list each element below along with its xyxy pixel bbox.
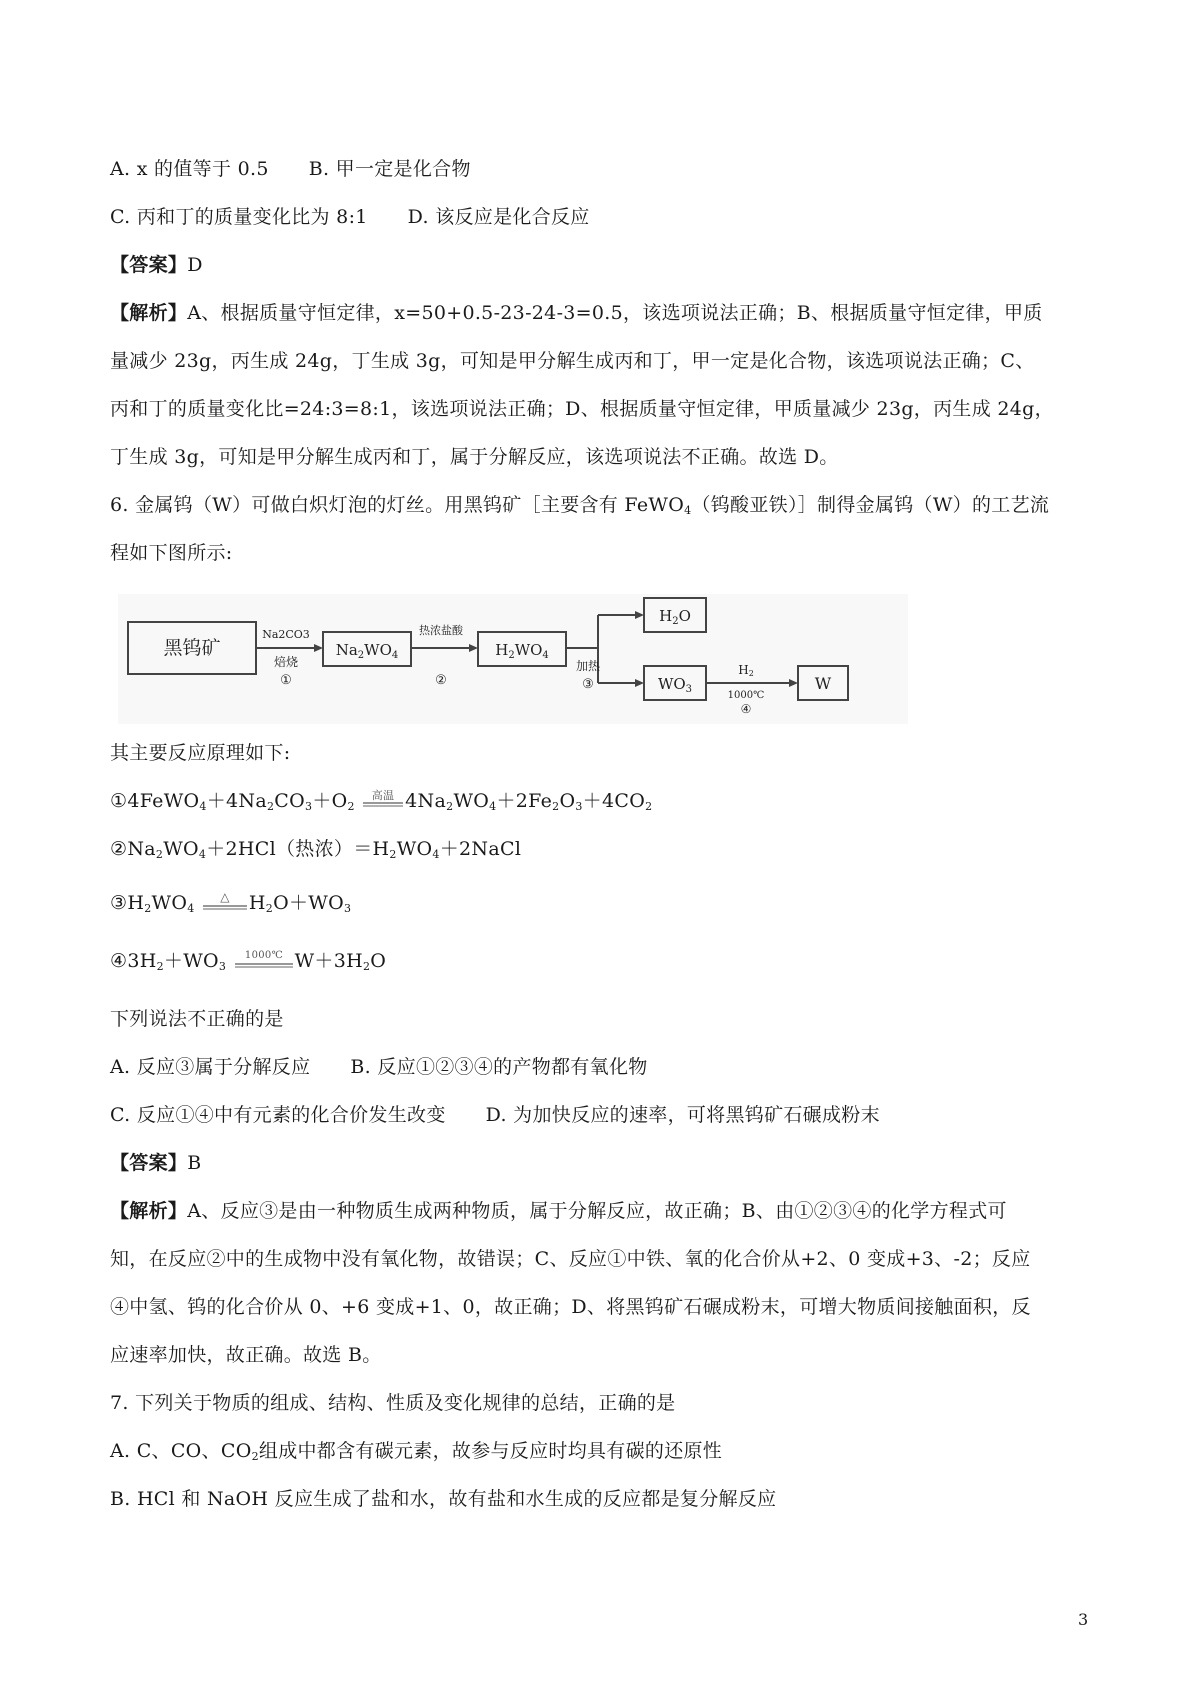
analysis-label: 【解析】 — [110, 302, 188, 324]
q6-options-row1 — [110, 1052, 648, 1082]
tungsten-process-flowchart — [118, 594, 908, 724]
step4-condition: 1000℃ — [727, 690, 765, 701]
flow-h2o-label: $H_2O$ — [659, 607, 691, 627]
q5-options-row1 — [110, 154, 471, 184]
q6-analysis-line-1: 【解析】A、反应③是由一种物质生成两种物质，属于分解反应，故正确；B、由①②③④的化学方程式可 — [110, 1200, 1007, 1222]
step4-reagent: H2 — [738, 663, 754, 678]
q6-stem-line-2: 程如下图所示: — [110, 542, 233, 564]
q6-stem-line-1: 6. 金属钨（W）可做白炽灯泡的灯丝。用黑钨矿［主要含有 FeWO$_4$（钨酸亚铁）］制得金属钨（W）的工艺流 — [110, 494, 1050, 517]
q6-analysis-line-3: ④中氢、钨的化合价从 0、+6 变成+1、0，故正确；D、将黑钨矿石碾成粉末，可增大物质间接触面积，反 — [110, 1296, 1031, 1318]
q5-option-c: C. 丙和丁的质量变化比为 8:1 — [110, 206, 368, 228]
q5-option-b: B. 甲一定是化合物 — [308, 158, 471, 180]
condition-1000c — [233, 947, 295, 971]
q7-option-a: A. C、CO、$CO_2$组成中都含有碳元素，故参与反应时均具有碳的还原性 — [110, 1440, 723, 1463]
q5-analysis-line-1: 【解析】A、根据质量守恒定律，x=50+0.5-23-24-3=0.5，该选项说法正确；B、根据质量守恒定律，甲质 — [110, 302, 1043, 324]
q5-analysis-line-4: 丁生成 3g，可知是甲分解生成丙和丁，属于分解反应，该选项说法不正确。故选 D。 — [110, 446, 839, 468]
q6-question: 下列说法不正确的是 — [110, 1008, 284, 1030]
equation-1: $①4FeWO_4+4Na_2CO_3+O_2$ 高温 $4Na_2WO_4+2Fe_2O_3+4CO_2$ — [110, 789, 653, 813]
q6-option-b: B. 反应①②③④的产物都有氧化物 — [350, 1056, 648, 1078]
answer-label: 【答案】 — [110, 1152, 188, 1174]
q6-analysis-line-2: 知，在反应②中的生成物中没有氧化物，故错误；C、反应①中铁、氧的化合价从+2、0 变成+3、-2；反应 — [110, 1248, 1031, 1270]
svg-text:△: △ — [220, 890, 230, 904]
flow-h2wo4-label: $H_2WO_4$ — [495, 641, 549, 661]
analysis-label: 【解析】 — [110, 1200, 188, 1222]
step1-reagent: Na2CO3 — [262, 628, 310, 641]
q6-option-a: A. 反应③属于分解反应 — [110, 1056, 311, 1078]
svg-text:高温: 高温 — [371, 789, 395, 802]
flow-w-label: W — [814, 674, 832, 693]
step3-condition: 加热 — [575, 659, 601, 673]
q6-options-row2 — [110, 1100, 880, 1130]
condition-high-temp — [361, 788, 405, 810]
q5-answer — [110, 250, 203, 280]
q5-options-row2 — [110, 202, 590, 232]
step2-reagent: 热浓盐酸 — [419, 624, 463, 637]
svg-text:1000℃: 1000℃ — [244, 950, 283, 961]
condition-heat — [201, 889, 249, 913]
q5-analysis-line-3: 丙和丁的质量变化比=24:3=8:1，该选项说法正确；D、根据质量守恒定律，甲质量减少 23g，丙生成 24g， — [110, 398, 1054, 420]
answer-value: B — [187, 1152, 202, 1174]
q7-option-b: B. HCl 和 NaOH 反应生成了盐和水，故有盐和水生成的反应都是复分解反应 — [110, 1488, 777, 1510]
step1-number: ① — [280, 673, 292, 688]
q6-analysis-line-4: 应速率加快，故正确。故选 B。 — [110, 1344, 382, 1366]
equation-2: $②Na_2WO_4+2HCl$（热浓）$=H_2WO_4+2NaCl$ — [110, 838, 522, 861]
answer-value: D — [187, 254, 203, 276]
q7-stem: 7. 下列关于物质的组成、结构、性质及变化规律的总结，正确的是 — [110, 1392, 676, 1414]
flow-na2wo4-label: $Na_2WO_4$ — [335, 641, 399, 661]
principle-title: 其主要反应原理如下: — [110, 742, 291, 764]
q5-analysis-line-2: 量减少 23g，丙生成 24g，丁生成 3g，可知是甲分解生成丙和丁，甲一定是化合物，该选项说法正确；C、 — [110, 350, 1035, 372]
step1-condition: 焙烧 — [273, 655, 299, 669]
q5-option-a: A. x 的值等于 0.5 — [110, 158, 269, 180]
step4-number: ④ — [740, 702, 752, 716]
step2-number: ② — [435, 673, 447, 688]
q5-option-d: D. 该反应是化合反应 — [407, 206, 590, 228]
page-number: 3 — [1078, 1610, 1089, 1629]
equation-4: $④3H_2+WO_3$ 1000℃ $W+3H_2O$ — [110, 946, 386, 982]
answer-label: 【答案】 — [110, 254, 188, 276]
q6-option-d: D. 为加快反应的速率，可将黑钨矿石碾成粉末 — [485, 1104, 880, 1126]
step3-number: ③ — [582, 677, 594, 692]
flow-wo3-label: $WO_3$ — [657, 675, 693, 695]
q6-answer — [110, 1148, 201, 1178]
flow-ore-label: 黑钨矿 — [163, 637, 221, 659]
equation-3: $③H_2WO_4$ △ $H_2O+WO_3$ — [110, 890, 352, 915]
q6-option-c: C. 反应①④中有元素的化合价发生改变 — [110, 1104, 446, 1126]
